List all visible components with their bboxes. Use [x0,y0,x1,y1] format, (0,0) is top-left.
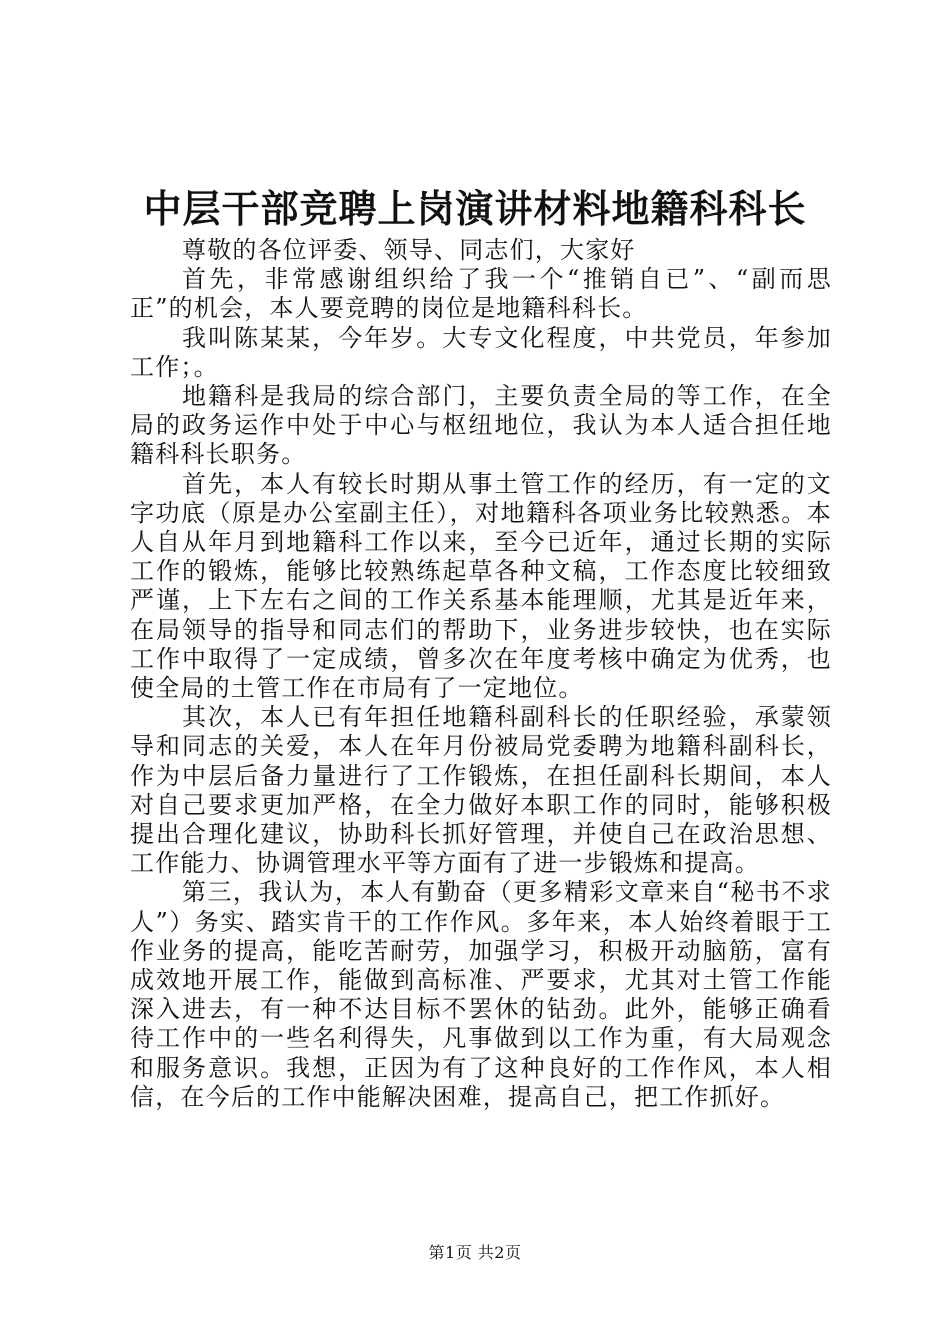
paragraph-second-reason: 其次，本人已有年担任地籍科副科长的任职经验，承蒙领导和同志的关爱，本人在年月份被局党委聘为地籍科副科长，作为中层后备力量进行了工作锻炼，在担任副科长期间，本人对自己要求更加严格，在全力做好本职工作的同时，能够积极提出合理化建议，协助科长抓好管理，并使自己在政治思想、工作能力、协调管理水平等方面有了进一步锻炼和提高。 [130,703,832,878]
paragraph-department: 地籍科是我局的综合部门，主要负责全局的等工作，在全局的政务运作中处于中心与枢纽地位，我认为本人适合担任地籍科科长职务。 [130,382,832,469]
paragraph-third-reason: 第三，我认为，本人有勤奋（更多精彩文章来自“秘书不求人”）务实、踏实肯干的工作作风。多年来，本人始终着眼于工作业务的提高，能吃苦耐劳，加强学习，积极开动脑筋，富有成效地开展工作，能做到高标准、严要求，尤其对土管工作能深入进去，有一种不达目标不罢休的钻劲。此外，能够正确看待工作中的一些名利得失，凡事做到以工作为重，有大局观念和服务意识。我想，正因为有了这种良好的工作作风，本人相信，在今后的工作中能解决困难，提高自己，把工作抓好。 [130,878,832,1111]
page-footer: 第1页 共2页 [428,1243,522,1262]
paragraph-intro: 首先，非常感谢组织给了我一个“推销自已”、“副而思正”的机会，本人要竞聘的岗位是地籍科科长。 [130,265,832,323]
document-title: 中层干部竞聘上岗演讲材料地籍科科长 [143,186,807,231]
paragraph-first-reason: 首先，本人有较长时期从事土管工作的经历，有一定的文字功底（原是办公室副主任），对地籍科各项业务比较熟悉。本人自从年月到地籍科工作以来，至今已近年，通过长期的实际工作的锻炼，能够比较熟练起草各种文稿，工作态度比较细致严谨，上下左右之间的工作关系基本能理顺，尤其是近年来，在局领导的指导和同志们的帮助下，业务进步较快，也在实际工作中取得了一定成绩，曾多次在年度考核中确定为优秀，也使全局的土管工作在市局有了一定地位。 [130,469,832,703]
document-body [130,236,832,1112]
paragraph-personal-info: 我叫陈某某，今年岁。大专文化程度，中共党员，年参加工作；。 [130,323,832,381]
paragraph-greeting: 尊敬的各位评委、领导、同志们，大家好 [182,236,636,264]
